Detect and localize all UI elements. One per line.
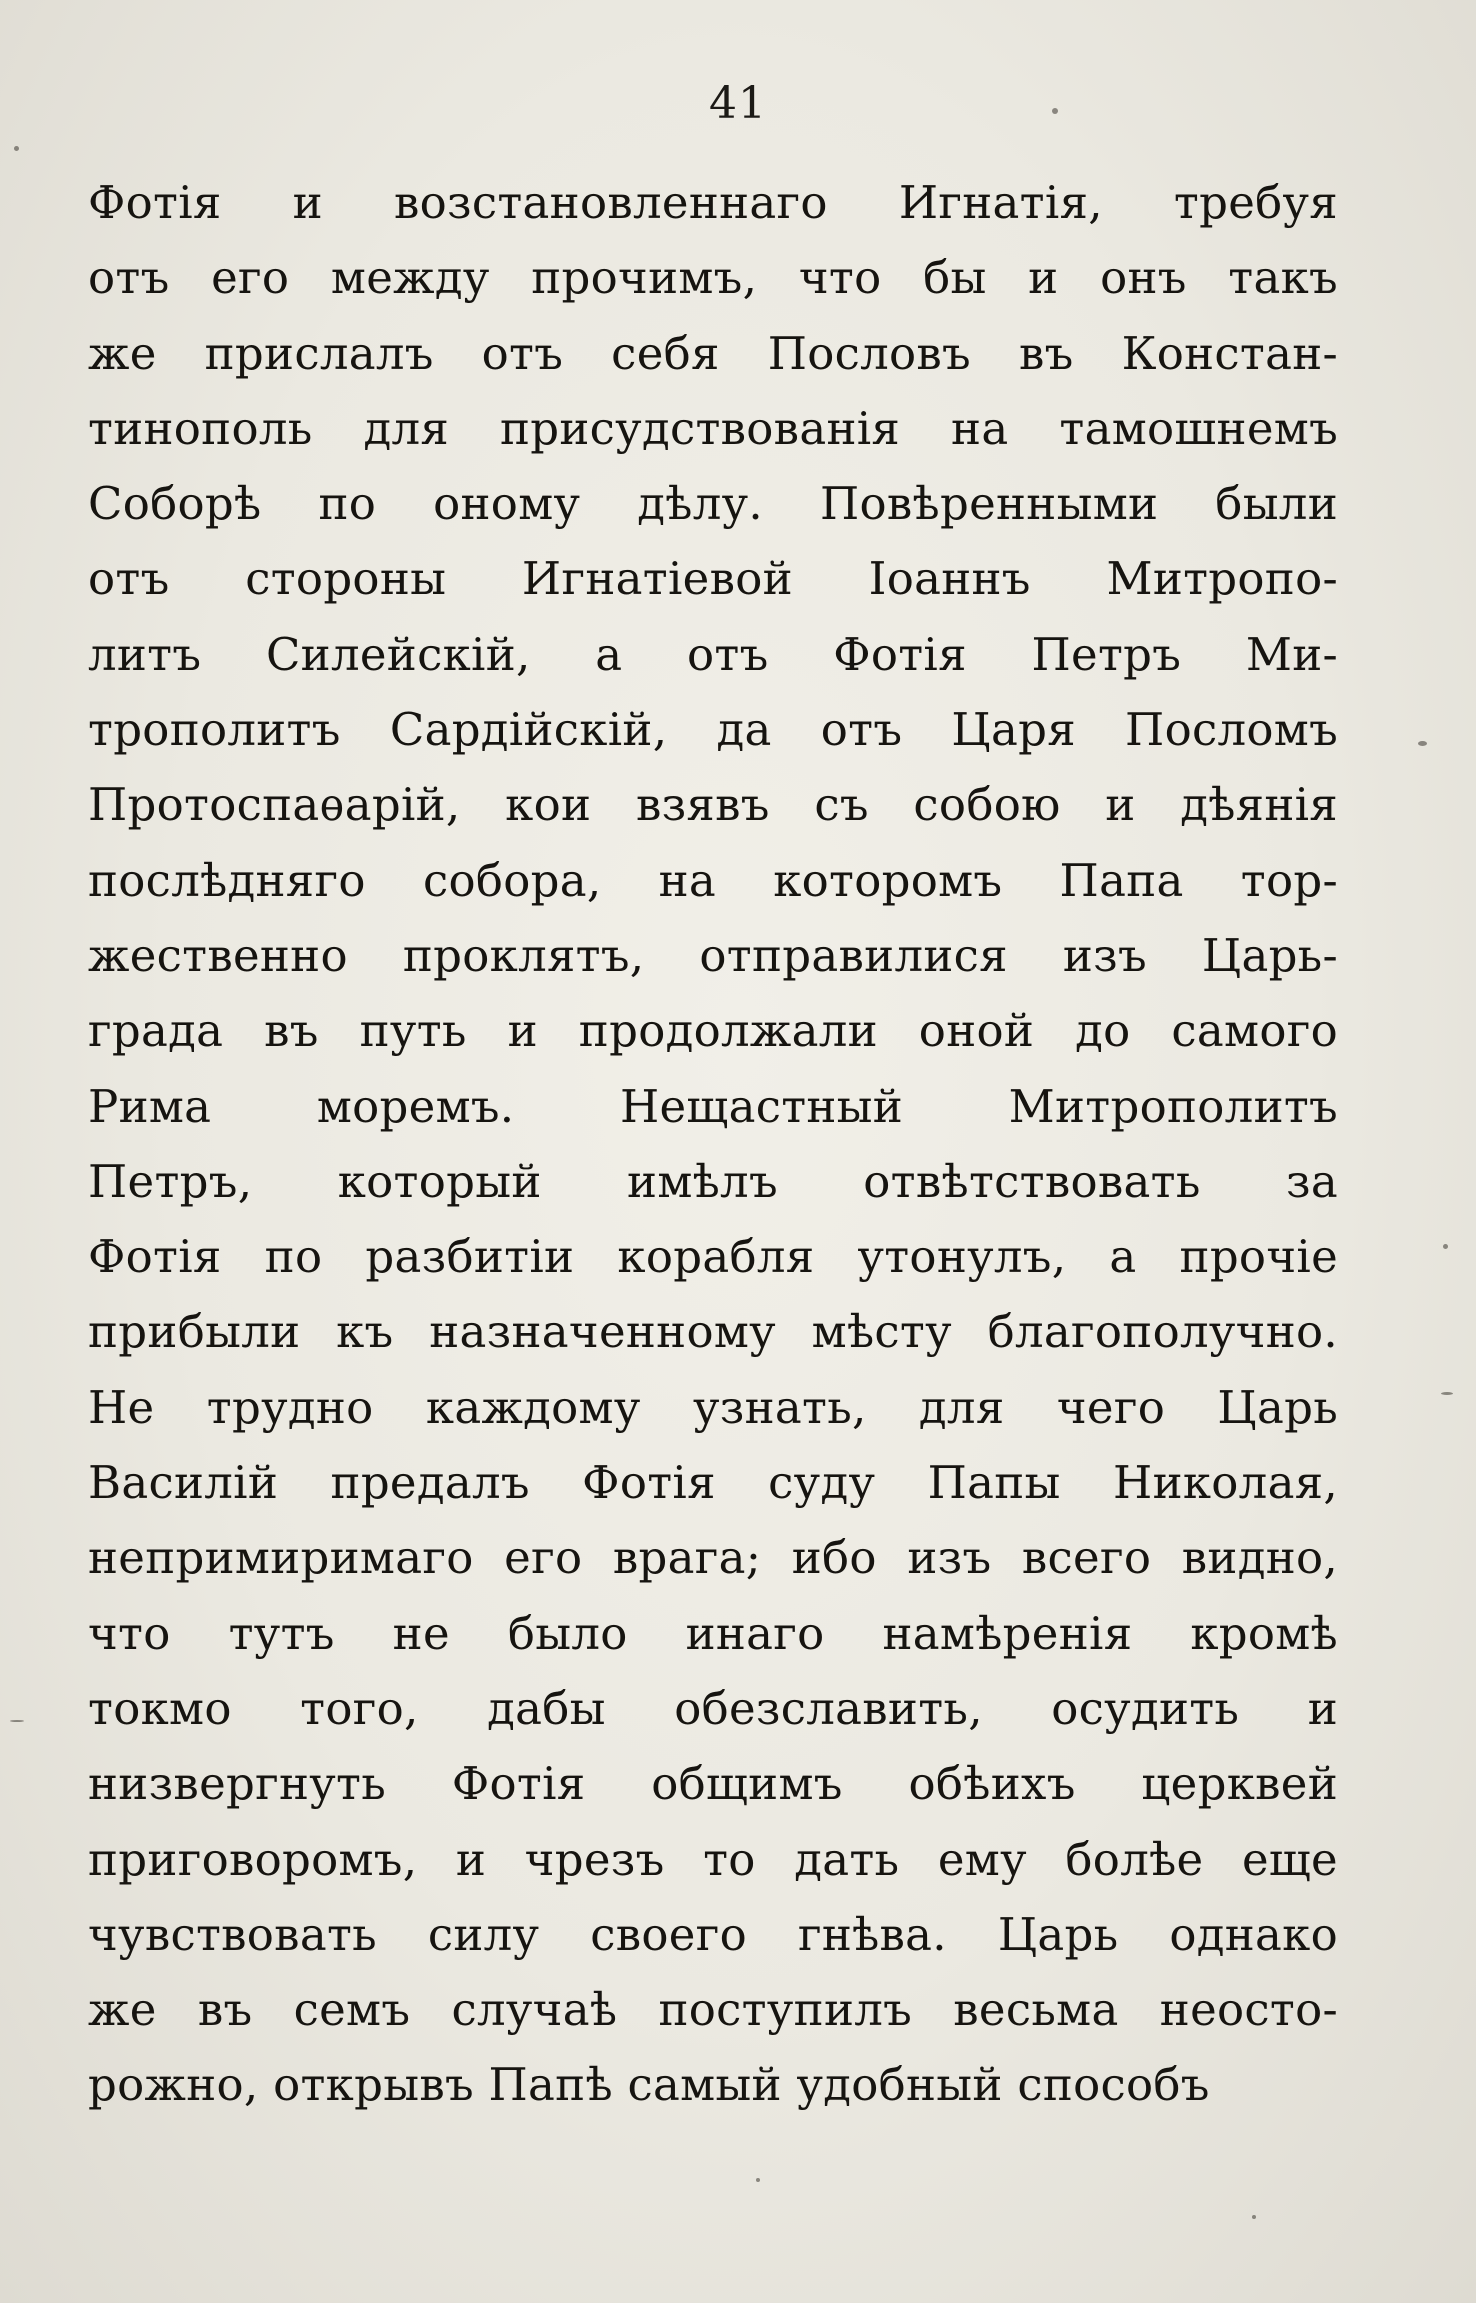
text-line: Соборѣ по оному дѣлу. Повѣренными были [88, 477, 1338, 531]
text-line: Протоспаѳарій, кои взявъ съ собою и дѣянія [88, 778, 1338, 832]
paper-speck [14, 146, 19, 151]
paper-speck [1418, 741, 1427, 746]
text-line: отъ стороны Игнатіевой Іоаннъ Митропо- [88, 552, 1338, 606]
text-line: рожно, открывъ Папѣ самый удобный способъ [88, 2058, 1210, 2112]
paper-speck [1441, 1392, 1453, 1395]
paper-speck [756, 2178, 760, 2182]
text-line: низвергнуть Фотія общимъ обѣихъ церквей [88, 1757, 1338, 1811]
text-line: Петръ, который имѣлъ отвѣтствовать за [88, 1154, 1338, 1208]
text-line: литъ Силейскій, а отъ Фотія Петръ Ми- [88, 627, 1338, 681]
page-number: 41 [709, 78, 767, 129]
text-line: жественно проклятъ, отправилися изъ Царь- [88, 928, 1338, 982]
text-line: же прислалъ отъ себя Пословъ въ Констан- [88, 326, 1338, 380]
text-line: токмо того, дабы обезславить, осудить и [88, 1681, 1338, 1735]
text-line: Фотія по разбитіи корабля утонулъ, а прочіе [88, 1230, 1338, 1284]
text-line: тинополь для присудствованія на тамошнемъ [88, 401, 1338, 455]
text-line: что тутъ не было инаго намѣренія кромѣ [88, 1606, 1338, 1660]
text-line: Василій предалъ Фотія суду Папы Николая, [88, 1456, 1338, 1510]
text-line: непримиримаго его врага; ибо изъ всего видно, [88, 1531, 1338, 1585]
text-line: Рима моремъ. Нещастный Митрополитъ [88, 1079, 1338, 1133]
text-line: же въ семъ случаѣ поступилъ весьма неосто- [88, 1983, 1338, 2037]
body-text [88, 165, 1338, 2123]
text-line: послѣдняго собора, на которомъ Папа тор- [88, 853, 1338, 907]
text-line: Фотія и возстановленнаго Игнатія, требуя [88, 176, 1338, 229]
text-line: трополитъ Сардійскій, да отъ Царя Посломъ [88, 703, 1338, 757]
text-line: града въ путь и продолжали оной до самого [88, 1004, 1338, 1058]
text-line: Не трудно каждому узнать, для чего Царь [88, 1380, 1338, 1434]
text-line: прибыли къ назначенному мѣсту благополучно. [88, 1305, 1338, 1359]
text-line: приговоромъ, и чрезъ то дать ему болѣе еще [88, 1832, 1338, 1886]
paper-speck [1052, 108, 1058, 114]
paper-speck [10, 1720, 24, 1722]
text-line: отъ его между прочимъ, что бы и онъ такъ [88, 251, 1338, 305]
paper-speck [1252, 2215, 1256, 2219]
text-line: чувствовать силу своего гнѣва. Царь однако [88, 1907, 1338, 1961]
paper-speck [1443, 1244, 1448, 1249]
